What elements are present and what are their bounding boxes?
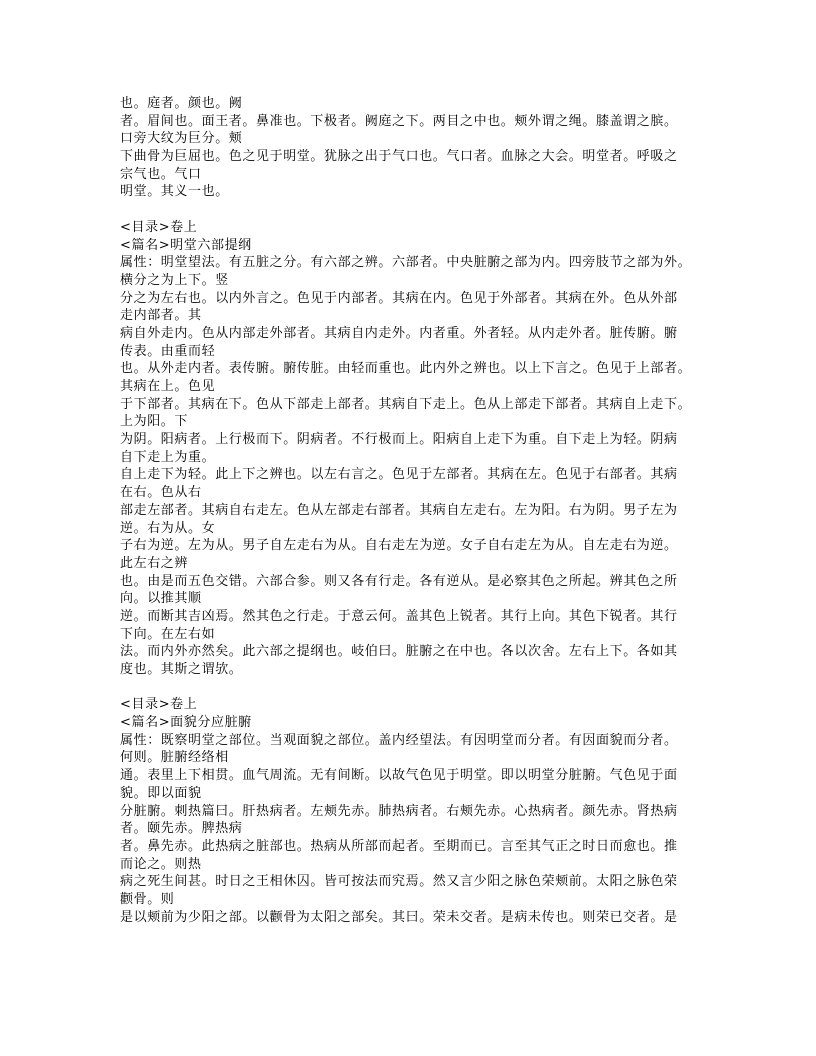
text-line: 也。从外走内者。表传腑。腑传脏。由轻而重也。此内外之辨也。以上下言之。色见于上部者。 [120, 361, 692, 377]
catalog-heading: <目录>卷上 [120, 697, 198, 713]
text-line: 分脏腑。刺热篇曰。肝热病者。左颊先赤。肺热病者。右颊先赤。心热病者。颜先赤。肾热病 [120, 803, 678, 819]
text-line: 属性：既察明堂之部位。当观面貌之部位。盖内经望法。有因明堂而分者。有因面貌而分者。 [120, 732, 678, 748]
text-line: 何则。脏腑经络相 [120, 750, 229, 766]
text-line: 明堂。其义一也。 [120, 184, 229, 200]
text-line: 子右为逆。左为从。男子自左走右为从。自右走左为逆。女子自右走左为从。自左走右为逆。 [120, 538, 678, 554]
text-line: 者。眉间也。面王者。鼻准也。下极者。阙庭之下。两目之中也。颊外谓之绳。膝盖谓之膑。 [120, 113, 678, 129]
text-block-2 [120, 219, 700, 679]
document-page [120, 95, 700, 926]
text-line: 下曲骨为巨屈也。色之见于明堂。犹脉之出于气口也。气口者。血脉之大会。明堂者。呼吸之 [120, 149, 678, 165]
text-line: 属性：明堂望法。有五脏之分。有六部之辨。六部者。中央脏腑之部为内。四旁肢节之部为外。 [120, 255, 692, 271]
text-line: 在右。色从右 [120, 485, 202, 501]
text-line: 者。鼻先赤。此热病之脏部也。热病从所部而起者。至期而已。言至其气正之时日而愈也。推 [120, 838, 678, 854]
text-line: 向。以推其顺 [120, 591, 202, 607]
text-line: 是以颊前为少阳之部。以颧骨为太阳之部矣。其曰。荣未交者。是病未传也。则荣已交者。是 [120, 909, 678, 925]
text-line: 逆。右为从。女 [120, 520, 216, 536]
text-line: 于下部者。其病在下。色从下部走上部者。其病自下走上。色从上部走下部者。其病自上走下。 [120, 396, 692, 412]
text-line: 上为阳。下 [120, 414, 189, 430]
text-line: 自下走上为重。 [120, 449, 216, 465]
text-line: 口旁大纹为巨分。颊 [120, 131, 243, 147]
catalog-heading: <目录>卷上 [120, 219, 198, 235]
text-line: 下向。在左右如 [120, 626, 216, 642]
paragraph-gap [120, 679, 700, 697]
text-line: 其病在上。色见 [120, 379, 216, 394]
text-line: 病之死生间甚。时日之王相休囚。皆可按法而究焉。然又言少阳之脉色荣颊前。太阳之脉色荣 [120, 874, 678, 890]
paragraph-gap [120, 201, 700, 219]
text-block-3 [120, 696, 700, 926]
text-line: 度也。其斯之谓欤。 [120, 662, 243, 677]
text-line: 自上走下为轻。此上下之辨也。以左右言之。色见于左部者。其病在左。色见于右部者。其病 [120, 467, 678, 483]
text-line: 传表。由重而轻 [120, 343, 216, 359]
text-line: 部走左部者。其病自右走左。色从左部走右部者。其病自左走右。左为阳。右为阴。男子左为 [120, 502, 678, 518]
text-line: 法。而内外亦然矣。此六部之提纲也。岐伯曰。脏腑之在中也。各以次舍。左右上下。各如其 [120, 644, 678, 660]
text-line: 而论之。则热 [120, 856, 202, 872]
chapter-title: <篇名>面貌分应脏腑 [120, 715, 252, 731]
text-line: 此左右之辨 [120, 555, 189, 571]
text-line: 颧骨。则 [120, 891, 175, 907]
text-line: 分之为左右也。以内外言之。色见于内部者。其病在内。色见于外部者。其病在外。色从外部 [120, 290, 678, 306]
text-line: 逆。而断其吉凶焉。然其色之行走。于意云何。盖其色上锐者。其行上向。其色下锐者。其行 [120, 608, 678, 624]
text-line: 通。表里上下相贯。血气周流。无有间断。以故气色见于明堂。即以明堂分脏腑。气色见于面 [120, 768, 678, 784]
text-block-1 [120, 95, 700, 201]
text-line: 病自外走内。色从内部走外部者。其病自内走外。内者重。外者轻。从内走外者。脏传腑。腑 [120, 325, 678, 341]
text-line: 横分之为上下。竖 [120, 272, 229, 288]
text-line: 宗气也。气口 [120, 166, 202, 182]
text-line: 也。庭者。颜也。阙 [120, 96, 243, 111]
text-line: 走内部者。其 [120, 308, 202, 324]
chapter-title: <篇名>明堂六部提纲 [120, 237, 252, 253]
text-line: 为阴。阳病者。上行极而下。阴病者。不行极而上。阳病自上走下为重。自下走上为轻。阴病 [120, 432, 678, 448]
text-line: 也。由是而五色交错。六部合参。则又各有行走。各有逆从。是必察其色之所起。辨其色之所 [120, 573, 678, 589]
text-line: 貌。即以面貌 [120, 785, 202, 801]
text-line: 者。颐先赤。脾热病 [120, 821, 243, 837]
